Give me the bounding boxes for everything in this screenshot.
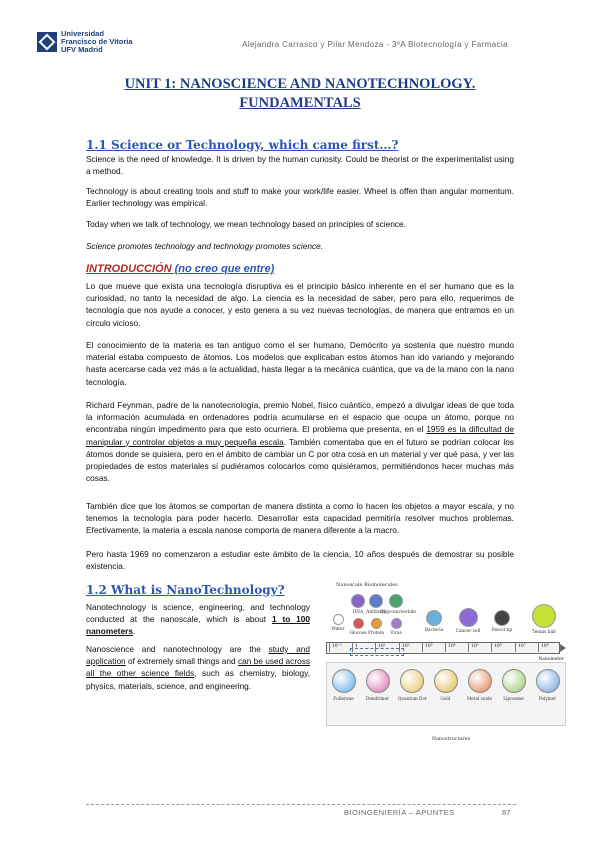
nanostructure-item	[534, 669, 561, 701]
figure-item-label: Oligo-nucleotide	[380, 610, 416, 615]
intro-p3-underlined: 1959 es la dificultad de manipular y controlar objetos a muy pequeña escala	[86, 424, 514, 447]
intro-heading	[86, 263, 274, 275]
nanostructure-icon	[366, 669, 390, 693]
figure-item	[486, 610, 518, 633]
footer-divider	[86, 804, 516, 805]
intro-paragraph-2: El conocimiento de la materia es tan antiguo como el ser humano, Demócrito ya sostenía que nuestro mundo material estaba compuesto de átomos. Los modelos que explicaban estos átomos han ido variando y mejorando hasta acercarse cada vez más a la actualidad, hasta llegar a la mecánica cuántica, que va de la mano con la nano tecnología.	[86, 340, 514, 387]
nanostructure-icon	[502, 669, 526, 693]
nanostructure-label: Liposome	[503, 696, 524, 701]
scale-tick-label: 10⁴	[448, 644, 456, 649]
intro-paragraph-5: Pero hasta 1969 no comenzaron a estudiar este ámbito de la ciencia, 10 años después de demostrar su posible existencia.	[86, 549, 514, 572]
nanostructure-item	[500, 669, 527, 701]
section-1-2-paragraph-2	[86, 643, 310, 692]
nanoscale-range-box	[350, 648, 404, 656]
nanostructure-icon	[332, 669, 356, 693]
figure-item	[418, 610, 450, 633]
figure-item	[380, 618, 412, 636]
figure-items	[322, 592, 568, 640]
scale-tick	[491, 642, 492, 652]
figure-item-label: Tennis ball	[532, 630, 556, 635]
figure-item-label: Glucose	[349, 631, 367, 636]
nanostructure-item	[330, 669, 357, 701]
nanostructure-icon	[468, 669, 492, 693]
ufv-logo-icon	[37, 32, 57, 52]
s2-p2-part-a: Nanoscience and nanotechnology are the	[86, 644, 269, 654]
scale-tick	[468, 642, 469, 652]
nanostructure-icon	[434, 669, 458, 693]
nanostructure-icon	[400, 669, 424, 693]
logo-line-1: Universidad	[61, 29, 104, 38]
nanostructure-label: Dendrimer	[365, 696, 389, 701]
figure-item	[380, 594, 416, 615]
scale-tick-label: 10²	[402, 644, 410, 649]
section-1-1-heading: 1.1 Science or Technology, which came first…?	[86, 138, 399, 152]
nanoscale-figure	[322, 582, 568, 750]
section-1-1-paragraph-1: Science is the need of knowledge. It is driven by the human curiosity. Could be theorist or the experimentalist using a method.	[86, 154, 514, 177]
s2-p1-part-a: Nanotechnology is science, engineering, and technology conducted at the nanoscale, which is about	[86, 602, 310, 625]
scale-tick-label: 1	[355, 644, 358, 649]
title-line-2: FUNDAMENTALS	[239, 95, 361, 111]
scale-tick-label: 10⁷	[518, 644, 526, 649]
scale-tick-label: 10⁸	[541, 644, 549, 649]
footer-title: BIOINGENIERÍA – APUNTES	[344, 808, 455, 817]
scale-arrow-icon	[560, 644, 566, 652]
intro-p3-part-b: . También comentaba que en el futuro se podrían colocar los átomos donde se quisiera, pero en el ámbito de cambiar un C por otra cosa en un material y ver qué pasa, y ver las propiedades de estos materiales si pudiéramos colocarlos como quisiéramos, permitiéndonos hacer muchas más cosas.	[86, 436, 514, 484]
logo-line-3: UFV Madrid	[61, 45, 103, 54]
figure-item-label: Pencil tip	[491, 628, 513, 633]
scale-tick-label: 10⁻¹	[332, 644, 342, 649]
section-1-1-paragraph-2: Technology is about creating tools and stuff to make your work/life easier. Wheel is offen than angular momentum. Earlier technology was empirical.	[86, 186, 514, 209]
scale-tick	[329, 642, 330, 652]
nanostructure-label: Metal oxide	[467, 696, 492, 701]
page-number: 87	[502, 808, 511, 817]
figure-item-label: DNA	[352, 610, 364, 615]
nanostructure-label: Polymer	[538, 696, 557, 701]
figure-item	[452, 608, 484, 634]
nanostructure-item	[364, 669, 391, 701]
s2-p2-underlined-1: study and application	[86, 644, 310, 667]
nanostructure-item	[466, 669, 493, 701]
figure-item-icon	[426, 610, 442, 626]
title-line-1: UNIT 1: NANOSCIENCE AND NANOTECHNOLOGY.	[124, 76, 476, 92]
nanostructure-item	[432, 669, 459, 701]
page-title	[80, 75, 520, 113]
figure-item-icon	[389, 594, 403, 608]
figure-item-icon	[459, 608, 478, 627]
scale-tick	[422, 642, 423, 652]
s2-p2-part-c: , such as chemistry, biology, physics, materials, science, and engineering.	[86, 668, 311, 691]
figure-item-icon	[494, 610, 510, 626]
nanostructure-icon	[536, 669, 560, 693]
intro-paragraph-1: Lo que mueve que exista una tecnología disruptiva es el principio básico inherente en el ser humano que es la curiosidad, no tanto la necesidad de algo. La ciencia es la necesidad de saber, pero para ello, requerimos de tecnología que nos ayude a conocer, y esto genera a su vez nuevas tecnologías, de manera que entramos en un círculo vicioso.	[86, 281, 514, 328]
figure-item-icon	[391, 618, 402, 629]
figure-item-icon	[532, 604, 556, 628]
figure-item-label: Cancer cell	[455, 629, 481, 634]
scale-tick	[445, 642, 446, 652]
section-1-1-paragraph-3: Today when we talk of technology, we mean technology based on principles of science.	[86, 219, 406, 229]
logo-line-2: Francisco de Vitoria	[61, 37, 133, 46]
nanostructures-panel	[326, 662, 566, 726]
scale-tick-label: 10⁶	[494, 644, 502, 649]
university-logo	[37, 30, 133, 54]
scale-tick	[515, 642, 516, 652]
figure-top-label: Nanoscale Biomolecules	[336, 582, 398, 588]
section-1-1-paragraph-4: Science promotes technology and technology promotes science.	[86, 241, 324, 251]
scale-unit-label: Nanometer	[538, 657, 564, 662]
nanostructure-label: Quantum Dot	[398, 696, 427, 701]
intro-heading-rest: (no creo que entre)	[171, 263, 275, 275]
intro-heading-main: INTRODUCCIÓN	[86, 263, 172, 275]
figure-item-label: Bacteria	[424, 628, 444, 633]
scale-tick-label: 10⁵	[471, 644, 479, 649]
s2-p2-part-b: of extremely small things and	[125, 656, 238, 667]
nanostructure-label: Fullerene	[333, 696, 354, 701]
scale-tick-label: 10¹	[378, 644, 386, 649]
s2-p1-underlined: 1 to 100 nanometers	[86, 614, 310, 637]
scale-tick-label: 10³	[425, 644, 433, 649]
figure-item	[528, 604, 560, 635]
nanostructure-label: Gold	[440, 696, 451, 701]
figure-item-label: Antibody	[366, 610, 386, 615]
nanostructure-item	[398, 669, 425, 701]
intro-paragraph-4: También dice que los átomos se comportan de manera distinta a como lo hacen los objetos a mayor escala, y no tenemos la tecnología para poder hacerlo. Desarrollar esta capacidad permitiría resolver muchos problemas. Efectivamente, la materia a escala nanose comporta de manera diferente a la macro.	[86, 501, 514, 536]
figure-item-label: Virus	[390, 631, 402, 636]
intro-paragraph-3	[86, 399, 514, 484]
section-1-2-paragraph-1	[86, 601, 310, 638]
intro-p3-part-a: Richard Feynman, padre de la nanotecnología, premio Nobel, físico cuántico, empezó a divulgar ideas de que toda la información acumulada en ordenadores podría acumularse en el espacio que ocupa un átomo, porque no encontraba ningún impedimento para que esto ocurriera. El problema que presenta, en el	[86, 400, 514, 435]
figure-item-label: Protein	[368, 631, 384, 636]
figure-item-label: Water	[331, 627, 345, 632]
header-authors: Alejandra Carrasco y Pilar Mendoza - 3ºA Biotecnología y Farmacia	[242, 40, 508, 49]
scale-tick	[538, 642, 539, 652]
nanostructures-label: Nanostructures	[432, 737, 471, 742]
s2-p2-underlined-2: can be used across all the other science fields	[86, 656, 310, 679]
s2-p1-part-b: .	[133, 626, 136, 637]
section-1-2-heading: 1.2 What is NanoTechnology?	[86, 583, 285, 597]
